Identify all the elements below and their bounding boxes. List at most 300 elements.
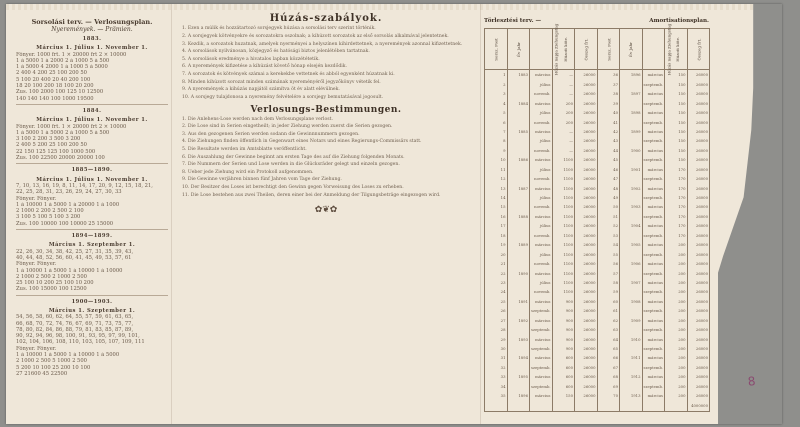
table-cell	[552, 401, 575, 412]
table-cell: 10	[485, 155, 508, 164]
table-cell: 37	[597, 80, 620, 89]
table-cell: 26000	[687, 325, 710, 334]
table-row	[485, 250, 710, 259]
table-cell: 27	[485, 316, 508, 325]
table-cell: 600	[552, 353, 575, 362]
column-header-label: Sorsz. Post	[493, 37, 499, 61]
table-cell	[507, 221, 530, 230]
table-cell: március	[530, 155, 553, 164]
table-cell	[507, 136, 530, 145]
table-cell: 200	[665, 391, 688, 400]
table-cell: 1898	[620, 108, 643, 117]
column-header	[575, 29, 598, 70]
table-cell: 26000	[687, 278, 710, 287]
table-cell: 59	[597, 287, 620, 296]
table-cell: 26000	[575, 287, 598, 296]
column-header	[687, 29, 710, 70]
column-header	[620, 29, 643, 70]
rule-paragraph: 6. Die Auszahlung der Gewinne beginnt am ersten Tage des auf die Ziehung folgenden Monats.	[182, 154, 405, 160]
table-cell	[507, 118, 530, 127]
table-cell: 1100	[552, 259, 575, 268]
table-cell: 1900	[620, 146, 643, 155]
table-cell: 26000	[575, 70, 598, 80]
table-cell	[620, 193, 643, 202]
table-cell: 1100	[552, 174, 575, 183]
table-row	[485, 316, 710, 325]
amortization-header	[484, 18, 709, 24]
table-cell: 1887	[507, 184, 530, 193]
table-row	[485, 353, 710, 362]
prize-row: 5 200 10 100 25 200 10 100	[16, 364, 91, 371]
table-cell: 150	[552, 391, 575, 400]
table-cell: 26000	[575, 372, 598, 381]
table-cell: március	[530, 297, 553, 306]
table-cell: 26000	[687, 70, 710, 80]
table-cell	[507, 344, 530, 353]
rules-hungarian	[176, 26, 476, 101]
verlosungsplan-column	[16, 18, 168, 377]
table-cell: 1906	[620, 259, 643, 268]
table-cell: 200	[665, 250, 688, 259]
table-cell: 61	[597, 306, 620, 315]
table-cell: 1897	[620, 89, 643, 98]
table-cell: 1910	[620, 335, 643, 344]
table-cell: 26000	[687, 372, 710, 381]
table-cell: 26000	[687, 391, 710, 400]
prize-row: 102, 104, 106, 108, 110, 103, 105, 107, 109, 111	[16, 339, 145, 346]
table-cell: 26000	[575, 165, 598, 174]
table-cell: 1100	[552, 193, 575, 202]
rule-paragraph: 4. Die Ziehungen finden öffentlich in Gegenwart eines Notars und eines Regierungs-Commissärs statt.	[182, 139, 422, 145]
table-cell: 1100	[552, 184, 575, 193]
table-cell: —	[552, 70, 575, 80]
table-cell: 31	[485, 353, 508, 362]
table-cell: 66	[597, 353, 620, 362]
table-row	[485, 278, 710, 287]
table-cell: 26000	[575, 155, 598, 164]
rule-paragraph: 9. A nyeremények a kihúzás napjától számítva öt év alatt elévülnek.	[182, 87, 340, 93]
rule-paragraph: 7. Die Nummern der Serien und Lose werden in die Glücksräder gelegt und einzeln gezogen.	[182, 162, 400, 168]
table-cell: 900	[552, 344, 575, 353]
table-cell: —	[552, 136, 575, 145]
table-cell: 26000	[575, 146, 598, 155]
table-row	[485, 184, 710, 193]
table-cell: 2	[485, 80, 508, 89]
table-cell: 200	[665, 382, 688, 391]
table-row	[485, 212, 710, 221]
rule-paragraph: 1. Ezen a múlik és hozzátartozó sorsjegyek húzása a sorsolási terv szerint történik.	[182, 26, 376, 32]
table-cell: 200	[665, 269, 688, 278]
prize-row: 3 100 5 100 5 100 3 200	[16, 214, 81, 221]
table-row	[485, 306, 710, 315]
table-cell: 39	[597, 99, 620, 108]
table-cell	[507, 363, 530, 372]
table-cell: 200	[665, 259, 688, 268]
table-cell: 26000	[575, 353, 598, 362]
draw-year: 1894—1899.	[71, 233, 113, 240]
column-header-label: Összeg frt.	[583, 38, 589, 60]
table-cell: 1884	[507, 99, 530, 108]
table-cell: 26000	[575, 259, 598, 268]
prize-row: 40, 44, 48, 52, 56, 60, 41, 45, 49, 53, 57, 61	[16, 254, 132, 261]
table-cell: március	[642, 297, 665, 306]
draw-year: 1884.	[82, 107, 102, 114]
table-cell: szeptemb.	[642, 212, 665, 221]
table-cell: 20	[485, 250, 508, 259]
prize-row: 54, 56, 58, 60, 62, 64, 55, 57, 59, 61, 63, 65,	[16, 314, 134, 321]
table-cell: március	[642, 335, 665, 344]
table-cell: 600	[552, 363, 575, 372]
rules-title: Húzás-szabályok.	[269, 13, 383, 24]
table-cell: március	[530, 335, 553, 344]
prize-row: 27 21600 45 22500	[16, 370, 68, 377]
table-row	[485, 372, 710, 381]
table-cell: szeptemb.	[642, 344, 665, 353]
table-cell	[507, 278, 530, 287]
table-cell: 1891	[507, 297, 530, 306]
table-cell	[507, 231, 530, 240]
left-plan-subheader: Nyeremények. — Prämien.	[51, 26, 133, 33]
rule-paragraph: 2. Die Lose sind in Serien eingetheilt; in jeder Ziehung werden zuerst die Serien gezogen.	[182, 124, 393, 130]
table-cell: 63	[597, 325, 620, 334]
prize-row: Főnyer. 1000 frt. 1 × 20000 frt 2 × 10000	[16, 51, 127, 58]
table-cell: március	[642, 316, 665, 325]
rule-paragraph: 3. Kezdik, a sorozatok huzatnak, amelyek nyerményei a helyszínen kihirdettetnek, a nyeremények azonnal kifizettetnek.	[182, 41, 463, 47]
prize-row: 22, 25, 28, 31, 23, 26, 29, 24, 27, 30, 33	[16, 189, 122, 196]
fold-line	[480, 4, 481, 424]
table-cell: 14	[485, 193, 508, 202]
table-cell	[620, 231, 643, 240]
table-cell: 40	[597, 108, 620, 117]
table-row	[485, 70, 710, 80]
prize-row: Zus. 100 2000 100 125 10 12500	[16, 89, 104, 96]
table-cell: március	[642, 278, 665, 287]
table-cell: —	[552, 146, 575, 155]
table-cell	[507, 80, 530, 89]
table-cell: 23	[485, 278, 508, 287]
table-cell: 60	[597, 297, 620, 306]
column-header	[485, 29, 508, 70]
table-cell: 26000	[575, 184, 598, 193]
table-cell: 26000	[575, 269, 598, 278]
table-cell: március	[530, 212, 553, 221]
table-cell	[620, 363, 643, 372]
rule-paragraph: 8. Ueber jede Ziehung wird ein Protokoll aufgenommen.	[182, 169, 314, 175]
table-row	[485, 344, 710, 353]
table-cell: szeptemb.	[642, 306, 665, 315]
table-cell: 64	[597, 335, 620, 344]
column-header-label: Év Jahr	[515, 41, 521, 57]
table-cell: 26000	[575, 363, 598, 372]
table-cell: március	[530, 99, 553, 108]
prize-row: 25 100 10 200 25 100 10 200	[16, 280, 94, 287]
column-header-label: Sorsz. Post	[606, 37, 612, 61]
table-cell: 1896	[620, 70, 643, 80]
prize-row: 140 140 140 100 1000 19500	[16, 95, 94, 102]
table-cell: szeptemb.	[642, 287, 665, 296]
table-row	[485, 202, 710, 211]
table-cell	[620, 136, 643, 145]
table-row	[485, 146, 710, 155]
table-cell: 1893	[507, 335, 530, 344]
table-cell: 26000	[687, 363, 710, 372]
table-cell: március	[642, 353, 665, 362]
table-cell: március	[642, 391, 665, 400]
table-cell	[507, 165, 530, 174]
table-cell: 26000	[687, 306, 710, 315]
table-cell: 900	[552, 316, 575, 325]
amortization-table	[484, 23, 710, 412]
table-cell: 17	[485, 221, 508, 230]
table-cell	[507, 306, 530, 315]
table-cell: 600	[552, 372, 575, 381]
rule-paragraph: 8. Minden kihúzott sorozat minden számának nyereményéről jegyzőkönyv vétetik fel.	[182, 79, 381, 85]
table-cell	[620, 401, 643, 412]
table-cell: 1905	[620, 240, 643, 249]
table-cell: 13	[485, 184, 508, 193]
table-cell: 52	[597, 221, 620, 230]
table-cell: július	[530, 80, 553, 89]
table-cell: 26000	[575, 231, 598, 240]
table-cell	[620, 306, 643, 315]
table-cell: 70	[597, 391, 620, 400]
table-cell: 21	[485, 259, 508, 268]
table-cell	[620, 382, 643, 391]
table-cell: novemb.	[530, 174, 553, 183]
table-cell: 600	[552, 382, 575, 391]
table-cell: novemb.	[530, 89, 553, 98]
table-cell: március	[530, 240, 553, 249]
table-cell: szeptemb.	[642, 99, 665, 108]
table-cell: 15	[485, 202, 508, 211]
table-cell: 26000	[687, 231, 710, 240]
table-cell: 1904	[620, 221, 643, 230]
rule-paragraph: 3. Aus den gezogenen Serien werden sodann die Gewinnnummern gezogen.	[182, 131, 360, 137]
table-cell: novemb.	[530, 146, 553, 155]
table-cell: 26000	[575, 99, 598, 108]
table-cell: 47	[597, 174, 620, 183]
table-cell: 4000000	[687, 401, 710, 412]
column-header-label: Év Jahr	[628, 41, 634, 57]
table-cell: 44	[597, 146, 620, 155]
table-row	[485, 89, 710, 98]
table-cell	[620, 269, 643, 278]
table-cell: 170	[665, 221, 688, 230]
table-cell: 26000	[687, 165, 710, 174]
table-cell: 26000	[575, 335, 598, 344]
table-cell	[507, 259, 530, 268]
table-cell: 1100	[552, 202, 575, 211]
prize-row: 66, 68, 70, 72, 74, 76, 67, 69, 71, 73, 75, 77,	[16, 320, 134, 327]
table-cell: novemb.	[530, 202, 553, 211]
table-cell: március	[530, 269, 553, 278]
table-cell: 26000	[687, 259, 710, 268]
table-cell: 150	[665, 70, 688, 80]
prize-row: 1 à 10000 1 à 5000 1 à 10000 1 à 5000	[16, 352, 120, 359]
table-cell: 26000	[687, 240, 710, 249]
table-cell: 1902	[620, 184, 643, 193]
table-cell: 26000	[575, 118, 598, 127]
document-sheet	[6, 4, 782, 424]
table-cell: 30	[485, 344, 508, 353]
table-cell: 200	[665, 287, 688, 296]
table-cell: 150	[665, 155, 688, 164]
table-cell: 150	[665, 127, 688, 136]
table-cell: március	[642, 127, 665, 136]
table-cell: 26000	[687, 221, 710, 230]
table-cell: március	[642, 372, 665, 381]
fold-line	[171, 4, 172, 424]
table-cell: 65	[597, 344, 620, 353]
table-cell: március	[642, 184, 665, 193]
table-cell: 57	[597, 269, 620, 278]
table-cell: 62	[597, 316, 620, 325]
table-row	[485, 391, 710, 400]
table-row	[485, 118, 710, 127]
table-cell: 49	[597, 193, 620, 202]
table-cell: szeptemb.	[642, 118, 665, 127]
table-cell: 26000	[575, 212, 598, 221]
table-cell: 200	[665, 372, 688, 381]
draw-year: 1883.	[82, 36, 102, 42]
table-cell: 26000	[575, 221, 598, 230]
table-cell: 19	[485, 240, 508, 249]
table-cell: 26000	[687, 136, 710, 145]
table-cell: 26000	[575, 174, 598, 183]
table-cell: szeptemb.	[530, 325, 553, 334]
torn-edge	[718, 4, 782, 424]
table-cell	[507, 382, 530, 391]
table-cell: 1	[485, 70, 508, 80]
table-cell: 55	[597, 250, 620, 259]
table-cell: 26000	[687, 108, 710, 117]
table-cell	[530, 401, 553, 412]
prize-row: 2 400 5 200 25 100 200 50	[16, 142, 87, 149]
prize-row: 1 à 5000 4 2000 1 à 1000 5 à 5000	[16, 64, 108, 71]
section-divider	[16, 295, 168, 296]
table-cell: szeptemb.	[530, 344, 553, 353]
table-cell: 1899	[620, 127, 643, 136]
table-cell: 46	[597, 165, 620, 174]
table-cell: 200	[665, 344, 688, 353]
column-header-label: Húzás napja Ziehungstag	[553, 23, 559, 75]
table-cell	[575, 401, 598, 412]
table-cell	[620, 287, 643, 296]
table-cell: 170	[665, 193, 688, 202]
table-cell: 26000	[575, 344, 598, 353]
table-cell: —	[552, 127, 575, 136]
table-cell: március	[530, 391, 553, 400]
table-row	[485, 269, 710, 278]
table-cell	[620, 99, 643, 108]
table-cell: 26000	[575, 382, 598, 391]
table-cell	[507, 401, 530, 412]
prize-row: 7, 10, 13, 16, 19, 8, 11, 14, 17, 20, 9, 12, 15, 18, 21,	[16, 182, 153, 189]
section-divider	[16, 229, 168, 230]
table-cell: 11	[485, 165, 508, 174]
table-cell: 200	[665, 335, 688, 344]
table-cell: 200	[552, 99, 575, 108]
table-cell: 26000	[575, 202, 598, 211]
table-cell: szeptemb.	[642, 136, 665, 145]
table-cell: 34	[485, 382, 508, 391]
amortization-table-header	[485, 29, 710, 70]
table-cell: 26000	[687, 80, 710, 89]
ornament: ✿❦✿	[314, 204, 338, 215]
table-cell: 150	[665, 80, 688, 89]
prize-row: Zus. 100 10000 100 10000 25 15000	[16, 220, 114, 227]
table-cell: 26000	[575, 297, 598, 306]
table-row	[485, 335, 710, 344]
table-cell	[507, 325, 530, 334]
table-cell	[507, 193, 530, 202]
table-cell	[485, 401, 508, 412]
table-row	[485, 108, 710, 117]
table-cell: 1907	[620, 278, 643, 287]
draw-months: Március 1. Július 1. November 1.	[36, 176, 148, 183]
table-row	[485, 259, 710, 268]
table-cell: novemb.	[530, 118, 553, 127]
table-cell: 33	[485, 372, 508, 381]
table-cell: július	[530, 165, 553, 174]
table-cell: szeptemb.	[642, 250, 665, 259]
table-cell: március	[642, 165, 665, 174]
table-cell: 26000	[687, 250, 710, 259]
prize-row: 1 à 5000 1 à 2000 2 à 1000 5 à 500	[16, 57, 110, 64]
table-cell: 150	[665, 89, 688, 98]
table-cell: 200	[665, 363, 688, 372]
prize-row: 22 150 125 125 100 1000 500	[16, 148, 96, 155]
table-cell: március	[642, 221, 665, 230]
table-row	[485, 80, 710, 89]
table-cell: 1890	[507, 269, 530, 278]
table-cell: 3	[485, 89, 508, 98]
table-cell: 26000	[687, 212, 710, 221]
column-header-label: Húzott kötv.	[674, 36, 680, 62]
table-cell	[507, 202, 530, 211]
table-cell: 26000	[575, 193, 598, 202]
table-cell	[665, 401, 688, 412]
table-cell: 26000	[687, 344, 710, 353]
rule-paragraph: 10. A sorsjegy tulajdonosa a nyeremény felvételére a sorsjegy bemutatásával jogosult.	[182, 94, 384, 100]
rule-paragraph: 10. Der Besitzer des Loses ist berechtigt den Gewinn gegen Vorweisung des Loses zu erheben.	[182, 184, 404, 190]
table-cell: 900	[552, 335, 575, 344]
table-cell: szeptemb.	[530, 306, 553, 315]
table-cell	[642, 401, 665, 412]
rule-paragraph: 9. Die Gewinne verjähren binnen fünf Jahren vom Tage der Ziehung.	[182, 177, 342, 183]
table-cell: 1888	[507, 212, 530, 221]
table-cell: 45	[597, 155, 620, 164]
prize-row: Főnyer. Főnyer.	[16, 261, 57, 268]
prize-row: 18 20 100 200 18 100 20 200	[16, 83, 94, 90]
table-cell: 26000	[575, 127, 598, 136]
table-cell: 1896	[507, 391, 530, 400]
table-cell: 22	[485, 269, 508, 278]
table-cell: 900	[552, 325, 575, 334]
table-cell: 58	[597, 278, 620, 287]
table-cell: 1895	[507, 372, 530, 381]
table-cell: 150	[665, 118, 688, 127]
table-cell: 150	[665, 136, 688, 145]
table-cell: —	[552, 89, 575, 98]
table-cell: novemb.	[530, 287, 553, 296]
table-cell: 170	[665, 231, 688, 240]
table-cell: 1901	[620, 165, 643, 174]
table-cell: 26000	[687, 382, 710, 391]
table-cell: 1100	[552, 240, 575, 249]
table-cell: 26000	[687, 89, 710, 98]
table-cell: 56	[597, 259, 620, 268]
